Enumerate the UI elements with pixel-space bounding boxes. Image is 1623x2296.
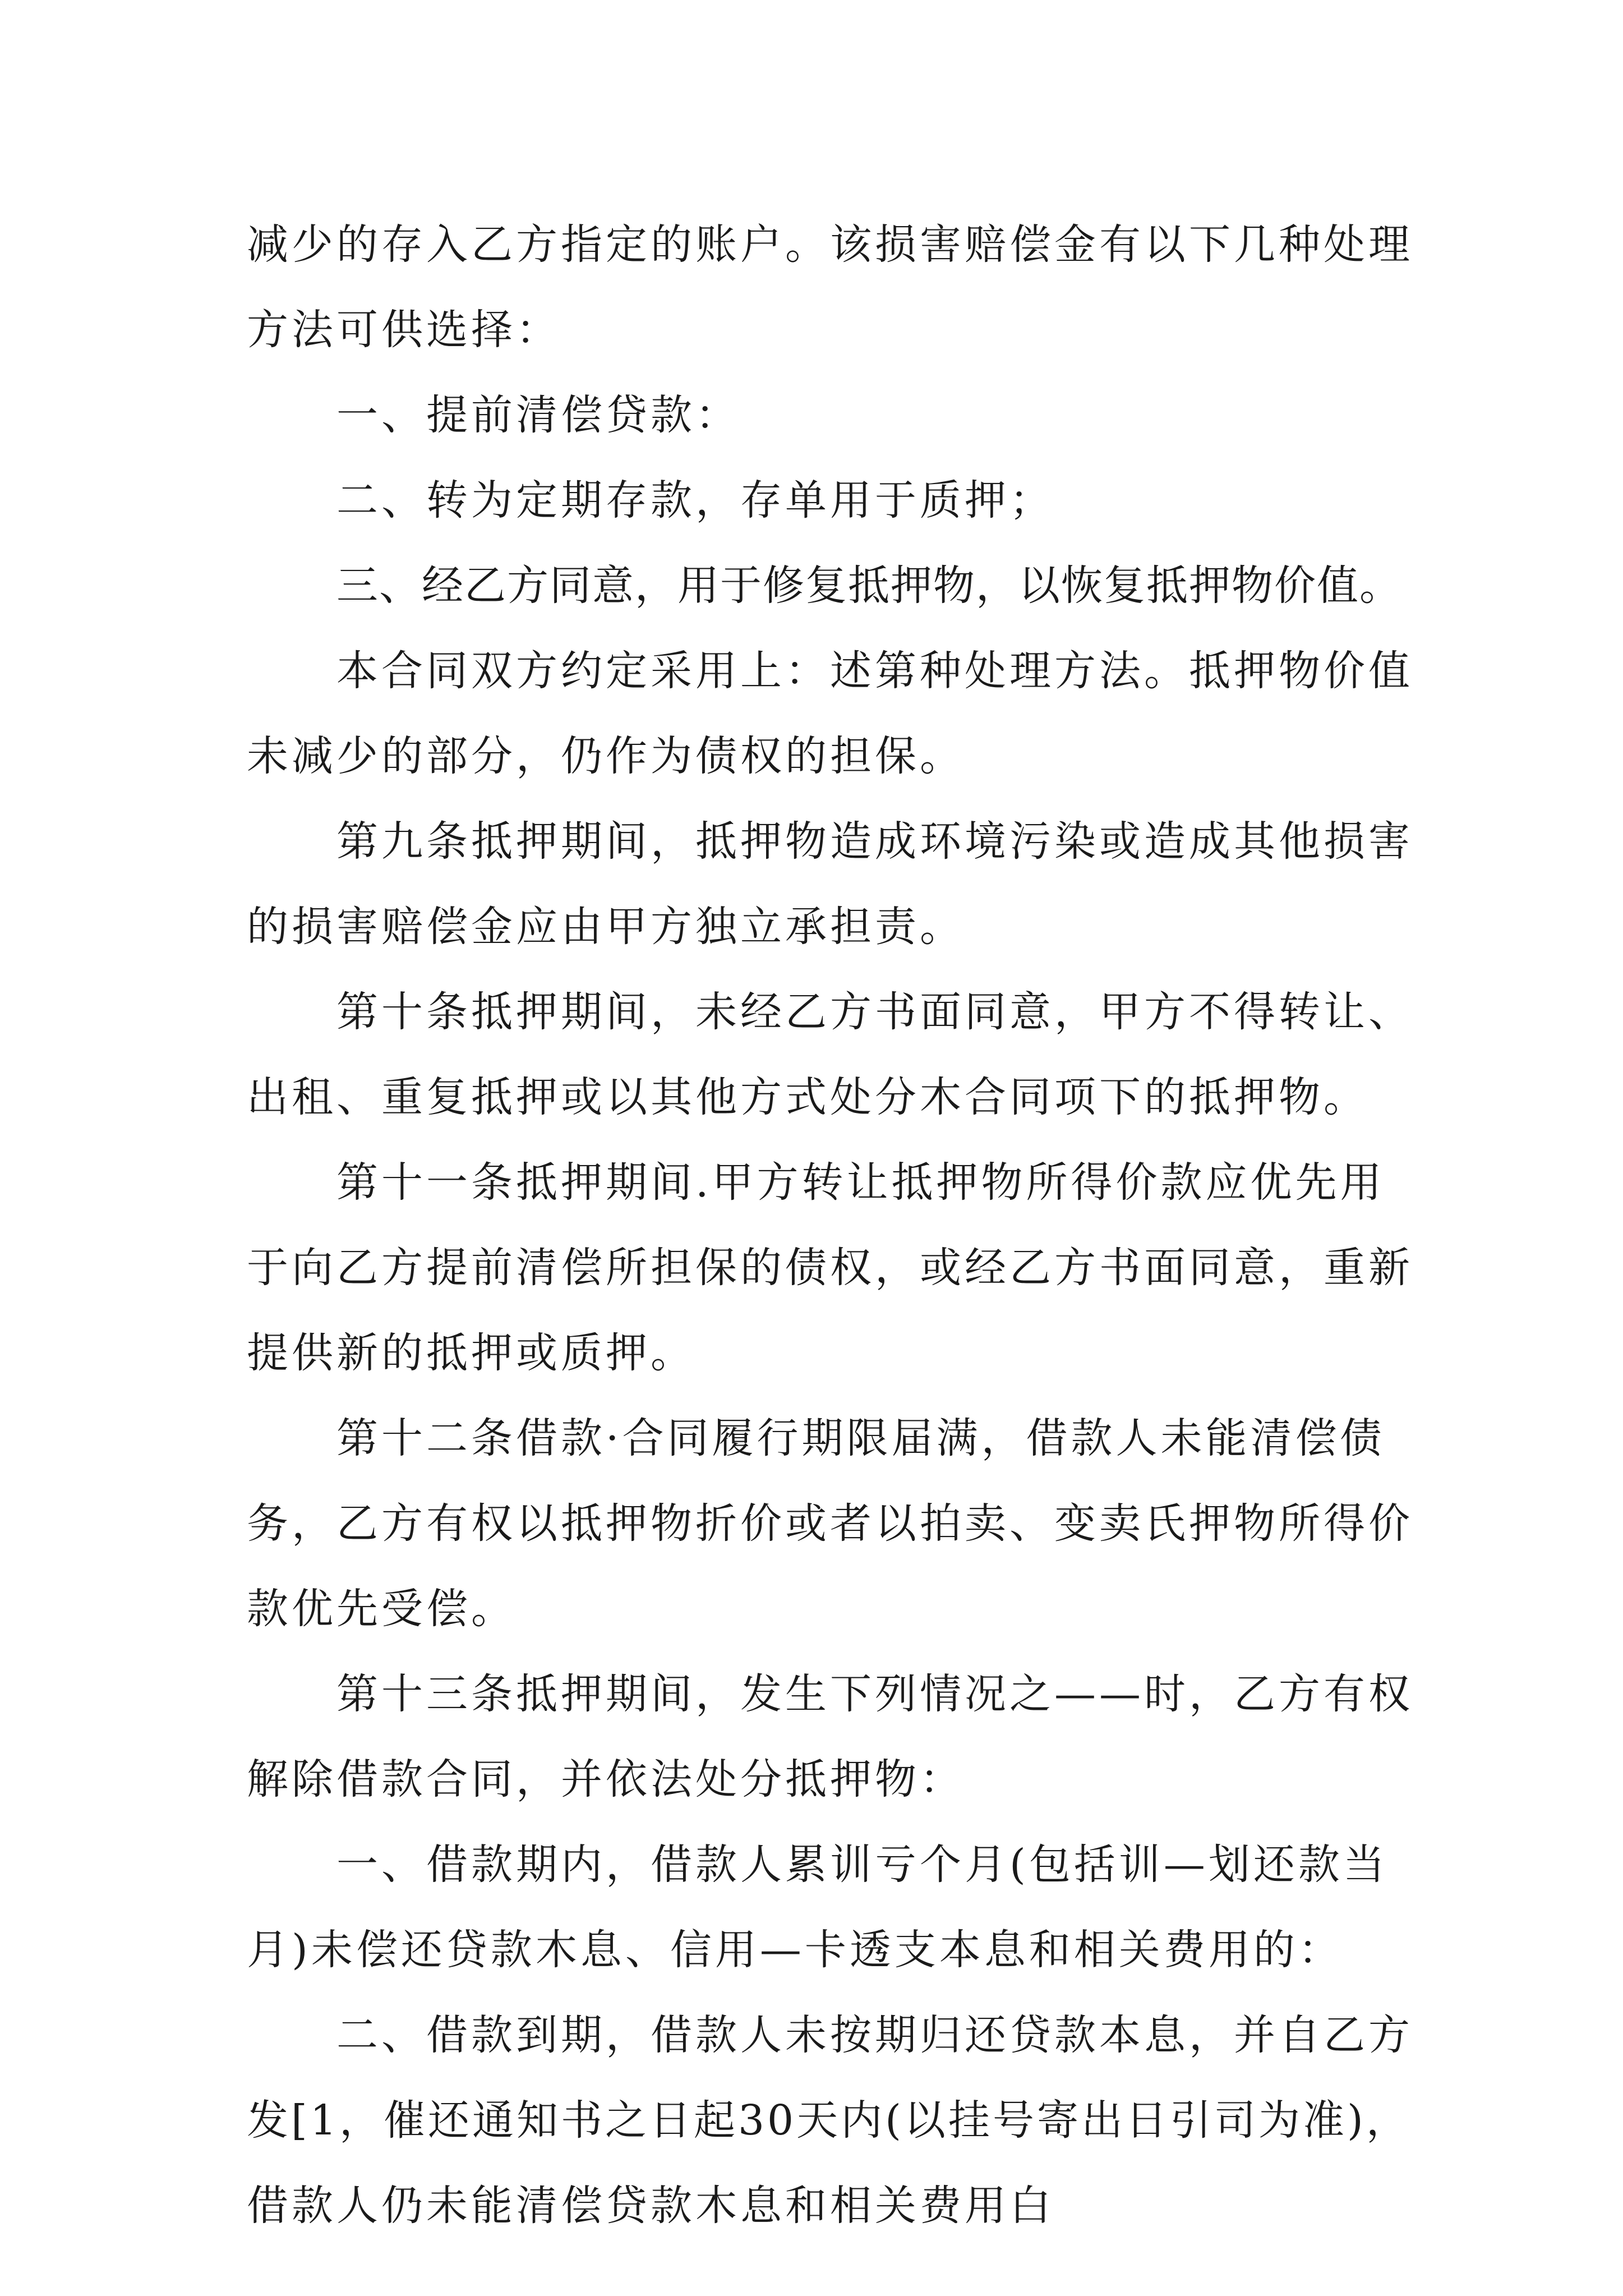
text-line: 第十一条抵押期间.甲方转让抵押物所得价款应优先用 <box>336 1158 1385 1207</box>
text-line: 第十三条抵押期间，发生下列情况之——时，乙方有权 <box>336 1670 1413 1718</box>
text-line: 款优先受偿。 <box>247 1585 516 1633</box>
text-line: 一、借款期内，借款人累训亏个月(包括训—划还款当 <box>336 1841 1388 1889</box>
text-line: 第十二条借款·合同履行期限届满，借款人未能清偿债 <box>336 1414 1385 1462</box>
text-line: 第十条抵押期间，未经乙方书面同意，甲方不得转让、 <box>336 988 1413 1036</box>
text-line: 未减少的部分，仍作为债权的担保。 <box>247 732 965 780</box>
text-line: 发[1，催还通知书之日起30天内(以挂号寄出日引司为准)， <box>247 2096 1410 2145</box>
text-line: 提供新的抵押或质押。 <box>247 1329 695 1377</box>
text-line: 借款人仍未能清偿贷款木息和相关费用白 <box>247 2182 1054 2230</box>
text-line: 方法可供选择： <box>247 306 561 354</box>
text-line: 月)未偿还贷款木息、信用—卡透支本息和相关费用的： <box>247 1926 1343 1974</box>
text-line: 减少的存入乙方指定的账户。该损害赔偿金有以下几种处理 <box>247 220 1413 269</box>
text-line: 于向乙方提前清偿所担保的债权，或经乙方书面同意，重新 <box>247 1244 1413 1292</box>
text-line: 出租、重复抵押或以其他方式处分木合同项下的抵押物。 <box>247 1073 1368 1121</box>
text-line: 第九条抵押期间，抵押物造成环境污染或造成其他损害 <box>336 817 1413 866</box>
document-body <box>247 202 1413 2248</box>
text-line: 解除借款合同，并依法处分抵押物： <box>247 1755 965 1803</box>
text-line: 二、借款到期，借款人未按期归还贷款本息，并自乙方 <box>336 2011 1413 2059</box>
text-line: 本合同双方约定采用上：述第种处理方法。抵押物价值 <box>336 647 1413 695</box>
text-line: 的损害赔偿金应由甲方独立承担责。 <box>247 903 965 951</box>
text-line: 一、提前清偿贷款： <box>336 391 740 439</box>
text-line: 务，乙方有权以抵押物折价或者以拍卖、变卖氏押物所得价 <box>247 1499 1413 1548</box>
text-line: 二、转为定期存款，存单用于质押； <box>336 476 1054 524</box>
text-line: 三、经乙方同意，用于修复抵押物，以恢复抵押物价值。 <box>336 562 1402 610</box>
